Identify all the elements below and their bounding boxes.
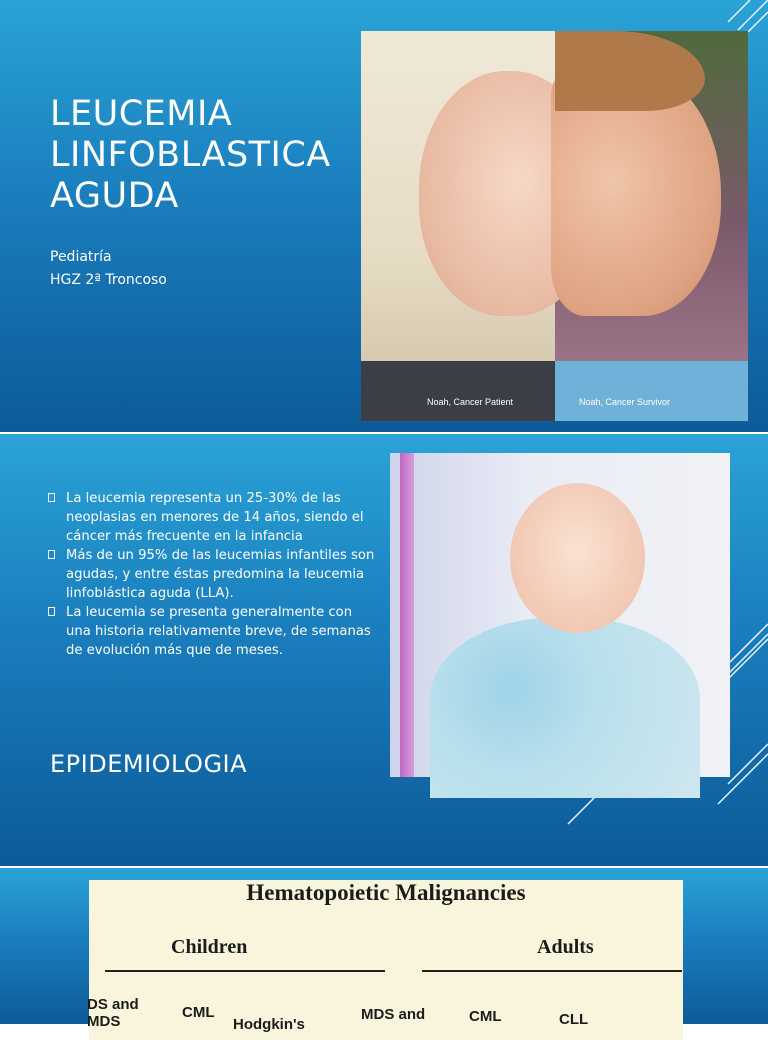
group-label-adults: Adults xyxy=(537,936,594,958)
slide-epidemiology xyxy=(0,434,768,866)
figure-cell: CLL xyxy=(559,1011,589,1028)
figure-cell: Hodgkin's xyxy=(233,1016,305,1033)
figure-cell: CML xyxy=(182,1004,215,1021)
shirt-left xyxy=(361,361,555,421)
bullet-text: La leucemia se presenta generalmente con una historia relativamente breve, de semanas de evolución más que de meses. xyxy=(66,605,371,658)
scanned-figure xyxy=(89,880,683,1040)
subtitle-line: HGZ 2ª Troncoso xyxy=(50,272,167,288)
patient-survivor-photo xyxy=(361,31,748,414)
photo-caption-left: Noah, Cancer Patient xyxy=(427,397,514,407)
cell-line: MDS xyxy=(87,1013,121,1030)
subtitle-line: Pediatría xyxy=(50,249,112,265)
figure-cell: MDS and xyxy=(361,1006,426,1023)
title-line: LINFOBLASTICA xyxy=(50,135,331,175)
bullet-text: Más de un 95% de las leucemias infantiles son agudas, y entre éstas predomina la leucemia linfoblástica aguda (LLA). xyxy=(66,548,375,601)
group-label-children: Children xyxy=(171,936,248,958)
bullet-text: La leucemia representa un 25-30% de las neoplasias en menores de 14 años, siendo el cáncer más frecuente en la infancia xyxy=(66,491,364,544)
bullet-item xyxy=(48,546,378,603)
slide-title xyxy=(0,0,768,432)
slide-subtitle xyxy=(50,246,350,292)
cell-line: DS and xyxy=(87,996,139,1013)
title-line: AGUDA xyxy=(50,176,179,216)
bullet-icon xyxy=(48,607,55,616)
figure-cell: CML xyxy=(469,1008,502,1025)
bullet-item xyxy=(48,489,378,546)
section-title: EPIDEMIOLOGIA xyxy=(50,750,248,778)
title-line: LEUCEMIA xyxy=(50,94,233,134)
divider-line xyxy=(105,970,385,972)
hospital-gown xyxy=(430,618,700,798)
bullet-icon xyxy=(48,550,55,559)
slide-title-text xyxy=(50,94,360,217)
photo-caption-right: Noah, Cancer Survivor xyxy=(579,397,671,407)
bullet-icon xyxy=(48,493,55,502)
figure-title: Hematopoietic Malignancies xyxy=(246,880,526,905)
bullet-item xyxy=(48,603,378,660)
iv-pole xyxy=(400,453,414,777)
divider-line xyxy=(422,970,682,972)
slide-hematopoietic-figure xyxy=(0,868,768,1033)
child-face xyxy=(510,483,645,633)
figure-cell xyxy=(87,996,139,1030)
bullet-list xyxy=(48,489,378,660)
child-patient-photo xyxy=(390,453,730,777)
shirt-right xyxy=(555,361,748,421)
